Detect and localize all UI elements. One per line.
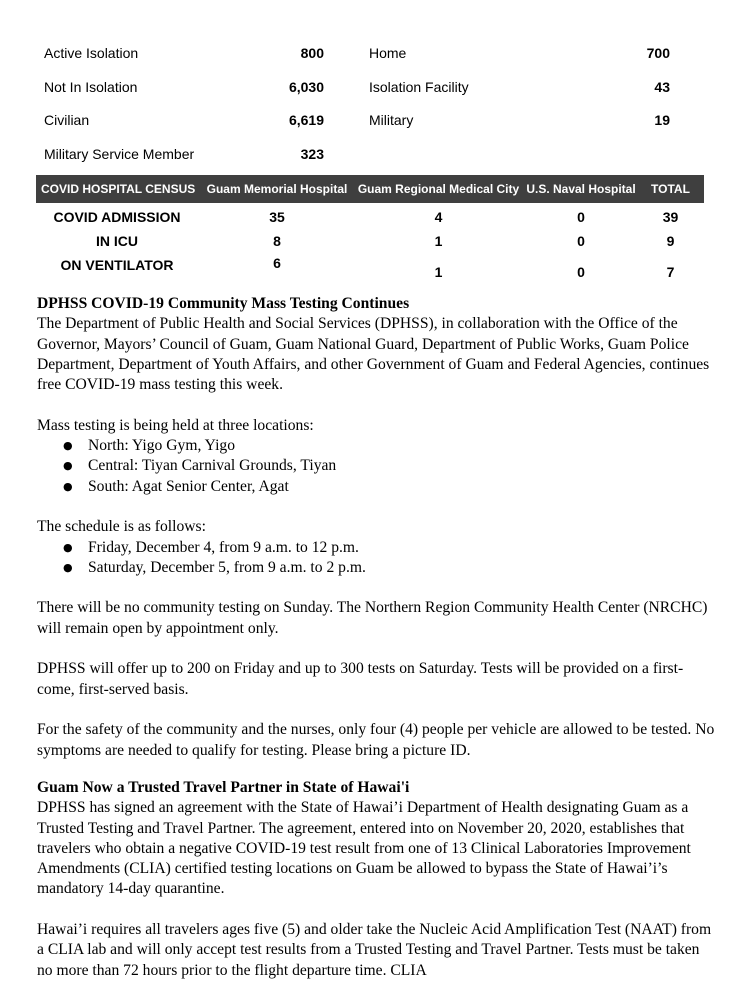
- stat-value: 800: [300, 45, 324, 61]
- schedule-list: [37, 538, 717, 579]
- stat-value: 323: [300, 145, 324, 162]
- list-item: ● Friday, December 4, from 9 a.m. to 12 p.m.: [37, 538, 717, 558]
- stat-row: [44, 104, 684, 138]
- stat-label: Home: [369, 45, 407, 61]
- census-cell: 4: [434, 209, 443, 225]
- list-item: ● North: Yigo Gym, Yigo: [37, 436, 717, 456]
- stat-label: Military Service Member: [44, 145, 195, 162]
- hospital-census-table: [36, 175, 704, 281]
- stat-label: Military: [369, 112, 414, 128]
- census-cell: 8: [273, 233, 281, 249]
- census-header-cell: COVID HOSPITAL CENSUS: [41, 182, 196, 196]
- census-cell: 39: [662, 209, 679, 225]
- locations-intro: Mass testing is being held at three locations:: [37, 416, 314, 434]
- census-header-cell: Guam Regional Medical City: [357, 182, 520, 196]
- locations-list: [37, 436, 717, 497]
- census-cell: 9: [666, 233, 675, 249]
- article-paragraph: For the safety of the community and the nurses, only four (4) people per vehicle are allowed to be tested. No symptoms are needed to qualify for testing. Please bring a picture ID.: [37, 721, 715, 759]
- census-row: [36, 255, 704, 281]
- census-header-cell: U.S. Naval Hospital: [526, 182, 636, 196]
- stat-label: Isolation Facility: [369, 78, 469, 95]
- stat-row: [44, 37, 684, 71]
- stat-label: Active Isolation: [44, 45, 139, 61]
- stat-value: 700: [646, 45, 670, 61]
- census-row-label: ON VENTILATOR: [60, 257, 174, 273]
- census-cell: 35: [269, 209, 285, 225]
- stat-value: 43: [654, 78, 670, 95]
- stat-row: [44, 71, 684, 105]
- list-item: ● Central: Tiyan Carnival Grounds, Tiyan: [37, 456, 717, 476]
- census-cell: 7: [666, 264, 675, 280]
- census-cell: 0: [577, 209, 585, 225]
- census-row-label: IN ICU: [96, 233, 138, 249]
- census-cell: 0: [577, 233, 585, 249]
- census-header-cell: Guam Memorial Hospital: [206, 182, 348, 196]
- stat-row: [44, 138, 684, 172]
- article-paragraph: The Department of Public Health and Social Services (DPHSS), in collaboration with the Office of the Governor, Mayors’ Council of Guam, Guam National Guard, Department of Public Works, Guam Police Department, Department of Youth Affairs, and other Government of Guam and Federal Agencies, continues free COVID-19 mass testing this week.: [37, 315, 710, 394]
- census-row: [36, 203, 704, 229]
- census-row-label: COVID ADMISSION: [53, 209, 181, 225]
- list-item: ● South: Agat Senior Center, Agat: [37, 477, 717, 497]
- census-cell: 1: [434, 233, 443, 249]
- stat-value: 6,030: [288, 78, 324, 95]
- stat-value: 6,619: [288, 112, 324, 128]
- census-cell: 0: [577, 264, 585, 280]
- census-cell: 6: [273, 255, 281, 271]
- stat-label: Not In Isolation: [44, 78, 138, 95]
- list-item: ● Saturday, December 5, from 9 a.m. to 2 p.m.: [37, 558, 717, 578]
- stat-label: Civilian: [44, 112, 90, 128]
- article-paragraph: Hawai’i requires all travelers ages five (5) and older take the Nucleic Acid Amplification Test (NAAT) from a CLIA lab and will only accept test results from a Trusted Testing and Travel Partner. Tests must be taken no more than 72 hours prior to the flight departure time. CLIA: [37, 921, 712, 979]
- mass-testing-article: [37, 294, 717, 761]
- article-title: Guam Now a Trusted Travel Partner in State of Hawai'i: [37, 779, 410, 796]
- stat-value: 19: [654, 112, 670, 128]
- article-paragraph: There will be no community testing on Sunday. The Northern Region Community Health Center (NRCHC) will remain open by appointment only.: [37, 599, 708, 637]
- article-paragraph: DPHSS will offer up to 200 on Friday and up to 300 tests on Saturday. Tests will be provided on a first-come, first-served basis.: [37, 660, 684, 698]
- travel-partner-article: [37, 778, 717, 981]
- census-header-row: [36, 175, 704, 203]
- schedule-intro: The schedule is as follows:: [37, 518, 206, 536]
- article-paragraph: DPHSS has signed an agreement with the State of Hawai’i Department of Health designating Guam as a Trusted Testing and Travel Partner. The agreement, entered into on November 20, 2020, establishes that travelers who obtain a negative COVID-19 test result from one of 13 Clinical Laboratories Improvement Amendments (CLIA) certified testing locations on Guam be allowed to bypass the State of Hawai’i’s mandatory 14-day quarantine.: [37, 799, 691, 898]
- census-header-cell: TOTAL: [651, 182, 690, 196]
- census-cell: 1: [434, 264, 443, 280]
- case-stats: [44, 37, 684, 171]
- census-row: [36, 229, 704, 255]
- article-title: DPHSS COVID-19 Community Mass Testing Continues: [37, 295, 410, 312]
